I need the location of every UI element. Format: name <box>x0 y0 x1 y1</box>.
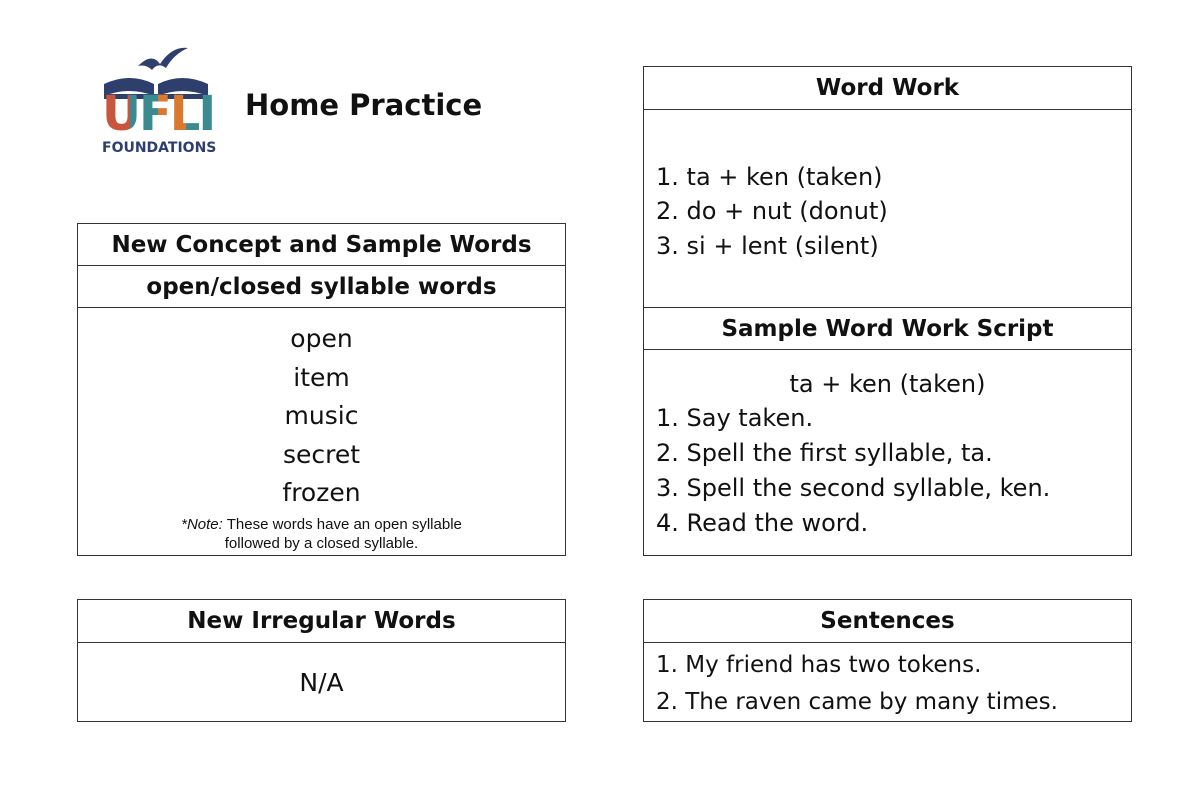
logo-letters: UFLI <box>102 86 215 142</box>
sentence-item: 1. My friend has two tokens. <box>656 652 982 678</box>
new-concept-header: New Concept and Sample Words <box>78 224 565 266</box>
new-concept-box <box>77 223 566 556</box>
sentences-list <box>644 643 1131 721</box>
irregular-words-box <box>77 599 566 722</box>
word-work-item: 2. do + nut (donut) <box>656 197 888 225</box>
script-step: 3. Spell the second syllable, ken. <box>656 474 1051 502</box>
irregular-words-header: New Irregular Words <box>78 600 565 643</box>
note <box>78 515 565 553</box>
script-step: 2. Spell the first syllable, ta. <box>656 439 993 467</box>
sample-word: secret <box>282 439 361 469</box>
new-concept-subheader: open/closed syllable words <box>78 266 565 308</box>
sentence-item: 2. The raven came by many times. <box>656 689 1058 715</box>
page-title: Home Practice <box>245 88 483 122</box>
sentences-box <box>643 599 1132 722</box>
ufli-logo <box>100 44 217 162</box>
word-work-item: 1. ta + ken (taken) <box>656 163 883 191</box>
script-step: 4. Read the word. <box>656 509 869 537</box>
sentences-header: Sentences <box>644 600 1131 643</box>
word-work-list <box>644 110 1131 308</box>
sample-word: item <box>293 362 350 392</box>
word-work-box <box>643 66 1132 556</box>
sample-words-list <box>78 308 565 513</box>
sample-word: music <box>284 401 359 430</box>
sample-word: frozen <box>282 478 361 507</box>
sample-word: open <box>290 324 353 353</box>
note-text: These words have an open syllable <box>222 515 462 533</box>
irregular-words-value: N/A <box>299 668 344 697</box>
script-header: Sample Word Work Script <box>644 308 1131 350</box>
note-label: *Note: <box>181 515 223 533</box>
logo-subtitle: FOUNDATIONS <box>102 140 217 156</box>
word-work-item: 3. si + lent (silent) <box>656 232 879 260</box>
word-work-header: Word Work <box>644 67 1131 110</box>
script-steps <box>644 401 1131 541</box>
script-step: 1. Say taken. <box>656 404 814 432</box>
note-line2: followed by a closed syllable. <box>224 534 419 552</box>
script-example: ta + ken (taken) <box>789 370 986 398</box>
